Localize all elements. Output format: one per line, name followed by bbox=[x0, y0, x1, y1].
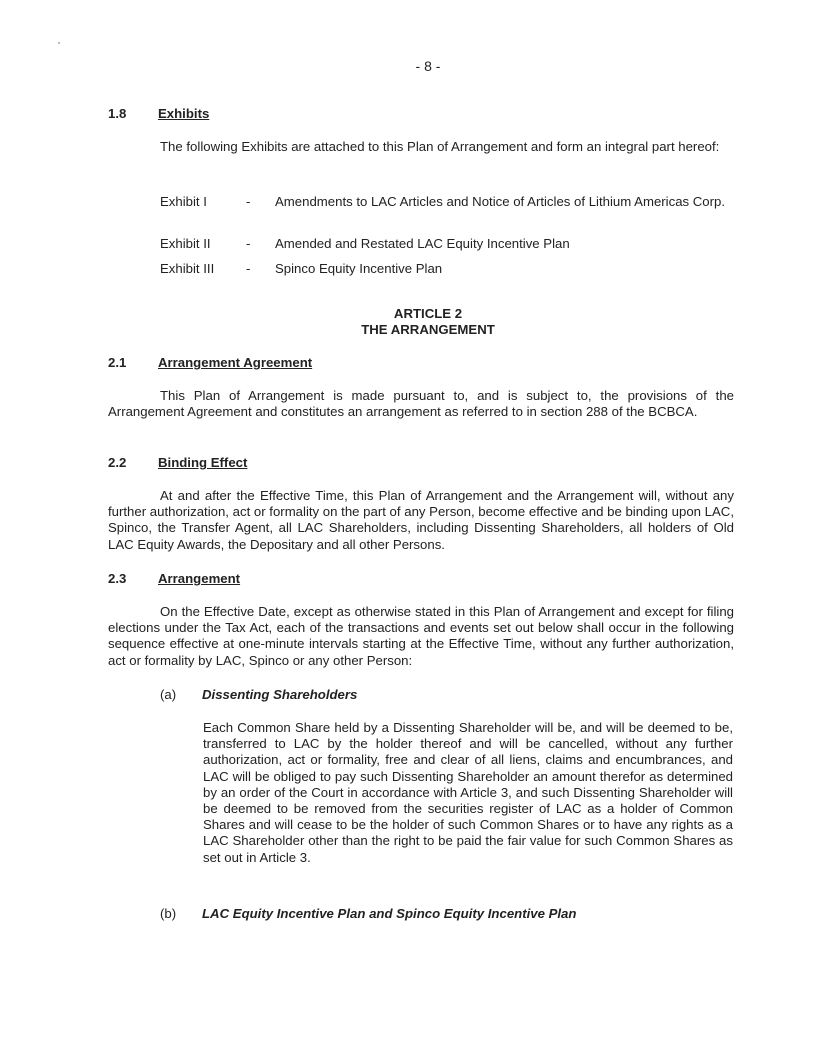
item-a-heading bbox=[160, 687, 357, 703]
item-title: LAC Equity Incentive Plan and Spinco Equity Incentive Plan bbox=[202, 906, 577, 921]
section-1-8-intro: The following Exhibits are attached to this Plan of Arrangement and form an integral part hereof: bbox=[160, 139, 720, 154]
exhibit-dash: - bbox=[246, 236, 251, 251]
item-label: (a) bbox=[160, 687, 177, 702]
section-2-1-body: This Plan of Arrangement is made pursuant to, and is subject to, the provisions of the Arrangement Agreement and constitutes an arrangement as referred to in section 288 of the BCBCA. bbox=[108, 388, 734, 420]
section-title: Binding Effect bbox=[158, 455, 248, 470]
scan-speck bbox=[58, 42, 60, 44]
section-2-2-heading bbox=[108, 455, 247, 471]
exhibit-description: Amended and Restated LAC Equity Incentive Plan bbox=[275, 236, 570, 251]
exhibit-dash: - bbox=[246, 194, 251, 209]
item-label: (b) bbox=[160, 906, 177, 921]
section-title: Arrangement bbox=[158, 571, 241, 586]
article-number: ARTICLE 2 bbox=[393, 306, 463, 321]
section-2-1-heading bbox=[108, 355, 312, 371]
section-number: 2.1 bbox=[108, 355, 127, 370]
exhibit-label: Exhibit II bbox=[160, 236, 211, 251]
exhibit-description: Amendments to LAC Articles and Notice of Articles of Lithium Americas Corp. bbox=[275, 194, 726, 209]
page-number: - 8 - bbox=[415, 58, 441, 74]
section-number: 1.8 bbox=[108, 106, 127, 121]
section-number: 2.2 bbox=[108, 455, 127, 470]
section-2-3-body: On the Effective Date, except as otherwise stated in this Plan of Arrangement and except for filing elections under the Tax Act, each of the transactions and events set out below shall occur in the following sequence effective at one-minute intervals starting at the Effective Time, without any further authorization, act or formality by LAC, Spinco or any other Person: bbox=[108, 604, 734, 668]
exhibit-label: Exhibit III bbox=[160, 261, 215, 276]
exhibit-description: Spinco Equity Incentive Plan bbox=[275, 261, 443, 276]
exhibit-dash: - bbox=[246, 261, 251, 276]
exhibit-label: Exhibit I bbox=[160, 194, 207, 209]
item-a-body: Each Common Share held by a Dissenting Shareholder will be, and will be deemed to be, transferred to LAC by the holder thereof and will be cancelled, without any further authorization, act or formality, free and clear of all liens, claims and encumbrances, and LAC will be obliged to pay such Dissenting Shareholder an amount therefor as determined by an order of the Court in accordance with Article 3, and such Dissenting Shareholder will be deemed to be removed from the securities register of LAC as a holder of Common Shares and will cease to be the holder of such Common Shares or to have any rights as a LAC Shareholder other than the right to be paid the fair value for such Common Shares as set out in Article 3. bbox=[203, 720, 733, 865]
section-1-8-heading bbox=[108, 106, 209, 122]
item-title: Dissenting Shareholders bbox=[202, 687, 358, 702]
item-b-heading bbox=[160, 906, 576, 922]
section-2-2-body: At and after the Effective Time, this Plan of Arrangement and the Arrangement will, without any further authorization, act or formality on the part of any Person, become effective and be binding upon LAC, Spinco, the Transfer Agent, all LAC Shareholders, including Dissenting Shareholders, all holders of Old LAC Equity Awards, the Depositary and all other Persons. bbox=[108, 488, 734, 552]
section-number: 2.3 bbox=[108, 571, 127, 586]
article-title: THE ARRANGEMENT bbox=[361, 322, 495, 337]
section-title: Exhibits bbox=[158, 106, 210, 121]
section-2-3-heading bbox=[108, 571, 240, 587]
section-title: Arrangement Agreement bbox=[158, 355, 313, 370]
